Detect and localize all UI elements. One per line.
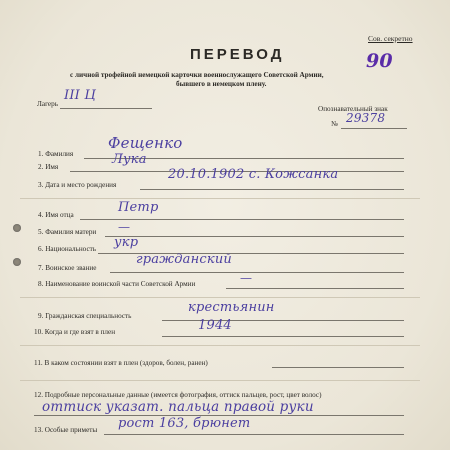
field-label-first-name: 2. Имя bbox=[38, 163, 59, 171]
field-label-personal-data: 12. Подробные персональные данные (имеется фотография, оттиск пальцев, рост, цвет волос) bbox=[34, 391, 322, 399]
id-mark-underline bbox=[341, 128, 407, 129]
field-value-captured: 1944 bbox=[198, 318, 232, 333]
field-underline bbox=[162, 336, 404, 337]
id-mark-value: 29378 bbox=[346, 111, 386, 125]
field-label-rank: 7. Воинское звание bbox=[38, 264, 97, 272]
binder-hole bbox=[13, 258, 21, 266]
field-label-special-marks: 13. Особые приметы bbox=[34, 426, 98, 434]
field-label-birth: 3. Дата и место рождения bbox=[38, 181, 117, 189]
camp-label: Лагерь bbox=[37, 100, 58, 108]
field-underline bbox=[110, 272, 404, 273]
field-value-birth: 20.10.1902 с. Кожсанка bbox=[168, 167, 339, 182]
field-underline bbox=[140, 189, 404, 190]
field-label-civil-profession: 9. Гражданская специальность bbox=[38, 312, 132, 320]
subtitle-line-2: бывшего в немецком плену. bbox=[176, 80, 267, 88]
field-label-nationality: 6. Национальность bbox=[38, 245, 97, 253]
page-title: ПЕРЕВОД bbox=[190, 46, 285, 63]
field-label-captured: 10. Когда и где взят в плен bbox=[34, 328, 116, 336]
classification-stamp: Сов. секретно bbox=[368, 34, 413, 43]
field-value-mother-surname: — bbox=[118, 220, 131, 234]
subtitle-line-1: с личной трофейной немецкой карточки военнослужащего Советской Армии, bbox=[70, 71, 324, 79]
id-mark-label: Опознавательный знак bbox=[318, 105, 388, 113]
field-value-special-marks: рост 163, брюнет bbox=[118, 416, 251, 431]
field-underline bbox=[104, 434, 404, 435]
id-mark-no-label: № bbox=[331, 120, 338, 128]
field-value-personal-data: оттиск указат. пальца правой руки bbox=[42, 399, 314, 415]
field-label-father-name: 4. Имя отца bbox=[38, 211, 74, 219]
handwritten-sheet-number: 90 bbox=[366, 50, 393, 72]
field-value-surname: Фещенко bbox=[108, 134, 183, 152]
binder-hole bbox=[13, 224, 21, 232]
field-value-father-name: Петр bbox=[118, 200, 159, 215]
camp-value: III Ц bbox=[64, 88, 96, 103]
field-label-military-unit: 8. Наименование воинской части Советской Армии bbox=[38, 280, 196, 288]
field-label-mother-surname: 5. Фамилия матери bbox=[38, 228, 97, 236]
field-underline bbox=[226, 288, 404, 289]
field-value-civil-profession: крестьянин bbox=[188, 300, 275, 315]
field-underline bbox=[272, 367, 404, 368]
field-underline bbox=[105, 236, 404, 237]
field-value-nationality: укр bbox=[114, 235, 139, 250]
field-label-condition: 11. В каком состоянии взят в плен (здоров, болен, ранен) bbox=[34, 359, 208, 367]
field-value-first-name: Лука bbox=[112, 152, 147, 167]
field-value-rank: гражданский bbox=[136, 252, 232, 267]
field-label-surname: 1. Фамилия bbox=[38, 150, 74, 158]
camp-underline bbox=[60, 108, 152, 109]
field-value-military-unit: — bbox=[240, 271, 253, 285]
